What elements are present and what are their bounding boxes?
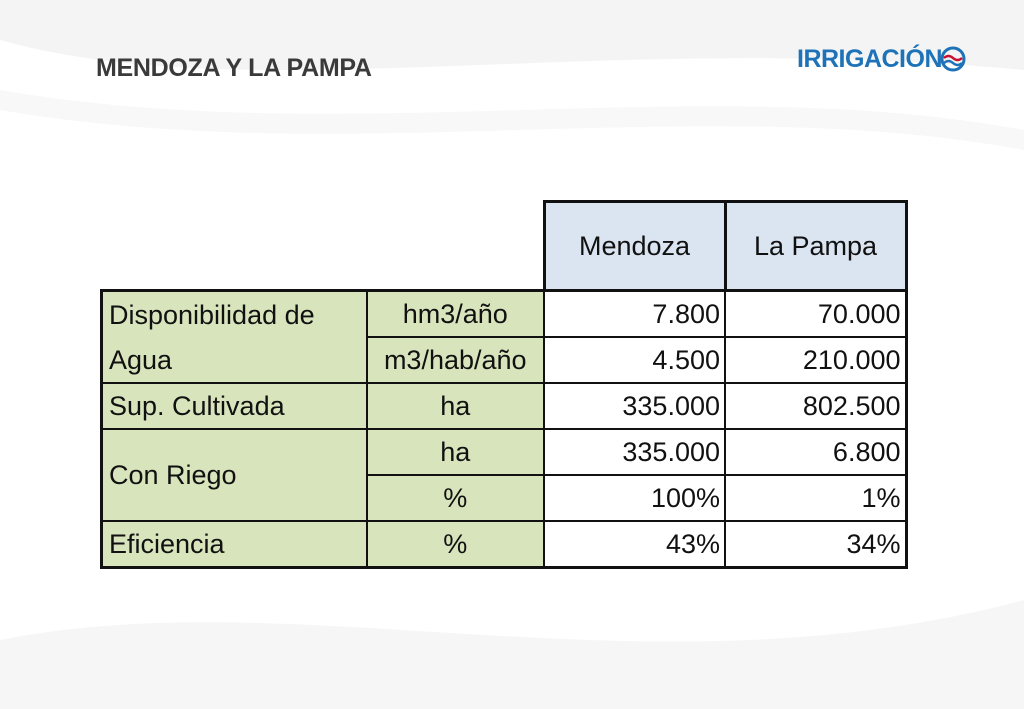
value-mendoza: 43% [544, 521, 725, 568]
value-mendoza: 100% [544, 475, 725, 521]
row-label: Disponibilidad de [102, 291, 367, 338]
value-la-pampa: 1% [725, 475, 906, 521]
table-row [102, 383, 907, 429]
table-row [102, 521, 907, 568]
header-blank-cell [367, 202, 545, 291]
header-la-pampa: La Pampa [725, 202, 906, 291]
water-comparison-table [100, 200, 908, 569]
value-la-pampa: 802.500 [725, 383, 906, 429]
row-unit: ha [367, 429, 545, 475]
value-mendoza: 4.500 [544, 337, 725, 383]
row-label: Con Riego [102, 429, 367, 521]
header-mendoza: Mendoza [544, 202, 725, 291]
value-mendoza: 335.000 [544, 429, 725, 475]
value-la-pampa: 70.000 [725, 291, 906, 338]
row-label: Agua [102, 337, 367, 383]
header-blank-cell [102, 202, 367, 291]
value-mendoza: 335.000 [544, 383, 725, 429]
irrigacion-logo [797, 44, 966, 74]
value-mendoza: 7.800 [544, 291, 725, 338]
table-row [102, 291, 907, 338]
value-la-pampa: 6.800 [725, 429, 906, 475]
row-unit: ha [367, 383, 545, 429]
slide-title: MENDOZA Y LA PAMPA [96, 54, 372, 82]
row-unit: % [367, 475, 545, 521]
row-unit: m3/hab/año [367, 337, 545, 383]
row-label: Eficiencia [102, 521, 367, 568]
table-header-row [102, 202, 907, 291]
row-label: Sup. Cultivada [102, 383, 367, 429]
logo-text: IRRIGACIÓN [797, 44, 942, 73]
row-unit: % [367, 521, 545, 568]
value-la-pampa: 34% [725, 521, 906, 568]
table-row [102, 429, 907, 475]
value-la-pampa: 210.000 [725, 337, 906, 383]
row-unit: hm3/año [367, 291, 545, 338]
water-wave-icon [940, 46, 966, 72]
table-row [102, 337, 907, 383]
